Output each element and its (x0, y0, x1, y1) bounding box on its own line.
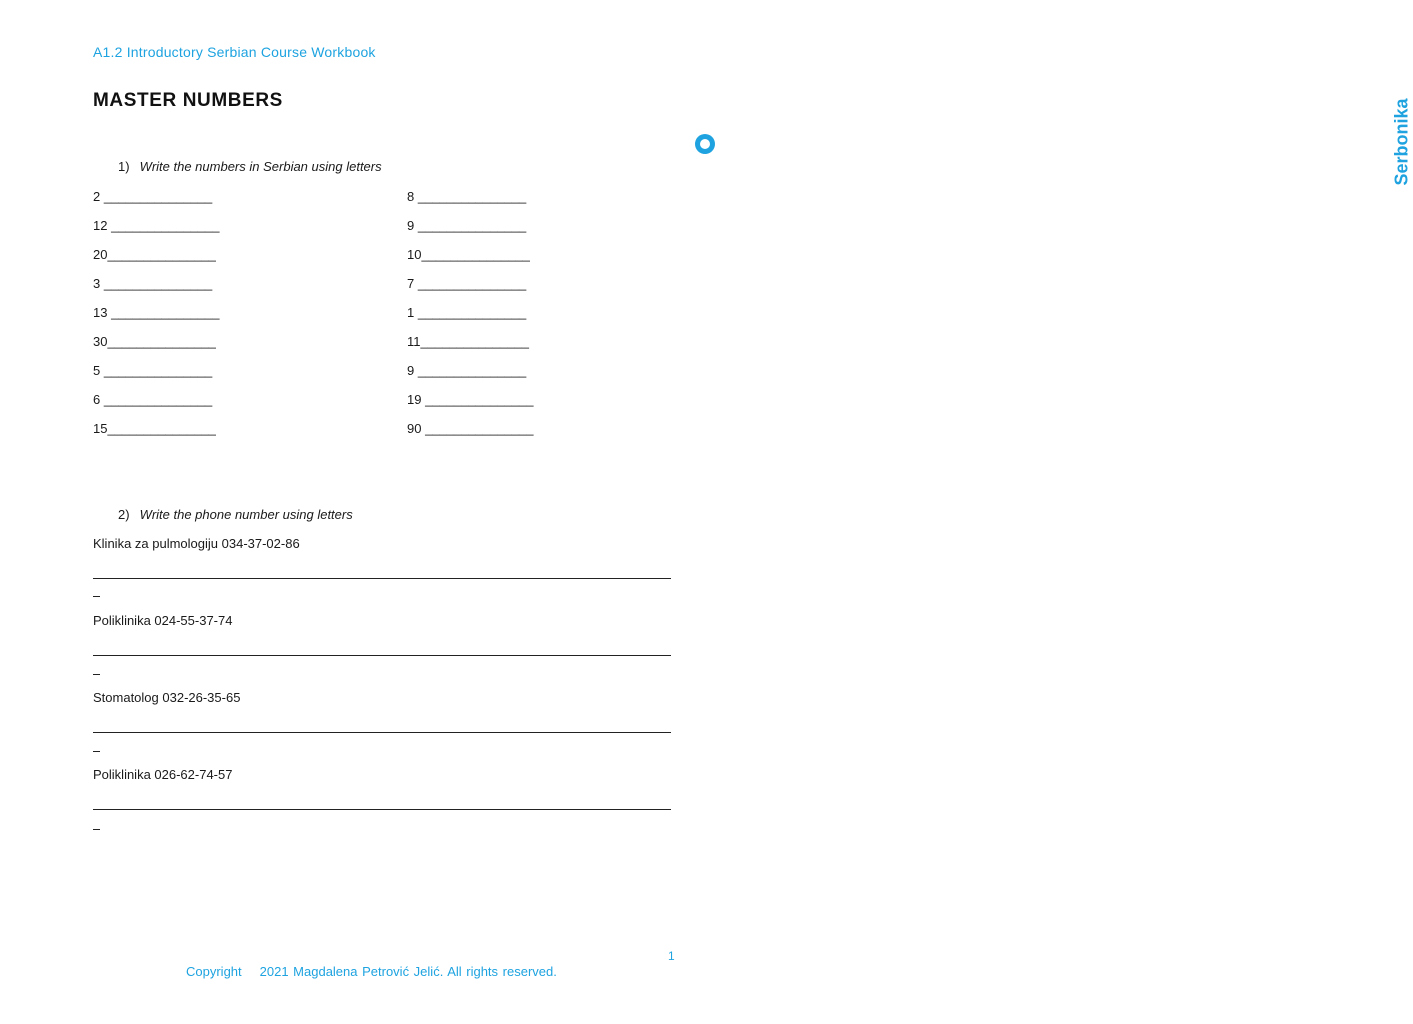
answer-line-4-continuation (93, 829, 100, 830)
exercise-1-text: Write the numbers in Serbian using letters (139, 159, 382, 174)
number-item-left-2: 12 _______________ (93, 218, 220, 233)
number-item-left-1: 2 _______________ (93, 189, 213, 204)
exercise-2-text: Write the phone number using letters (139, 507, 353, 522)
copyright-notice: 2021 Magdalena Petrović Jelić. All rights reserved. (259, 964, 557, 979)
answer-line-2-continuation (93, 674, 100, 675)
answer-line-3-continuation (93, 751, 100, 752)
answer-line-4 (93, 809, 671, 810)
number-item-left-5: 13 _______________ (93, 305, 220, 320)
answer-line-1 (93, 578, 671, 579)
course-header: A1.2 Introductory Serbian Course Workbook (93, 44, 376, 60)
number-item-right-9: 90 _______________ (407, 421, 534, 436)
phone-label-2: Poliklinika 024-55-37-74 (93, 613, 233, 628)
number-item-left-6: 30_______________ (93, 334, 216, 349)
number-item-left-3: 20_______________ (93, 247, 216, 262)
brand-mark-icon (695, 134, 715, 154)
phone-label-3: Stomatolog 032-26-35-65 (93, 690, 241, 705)
exercise-1-number: 1) (118, 159, 130, 174)
number-item-left-9: 15_______________ (93, 421, 216, 436)
number-item-right-1: 8 _______________ (407, 189, 527, 204)
exercise-1-instruction (118, 159, 382, 174)
copyright-footer (186, 964, 557, 979)
phone-label-1: Klinika za pulmologiju 034-37-02-86 (93, 536, 300, 551)
number-item-right-5: 1 _______________ (407, 305, 527, 320)
brand-name: Serbonika (1391, 98, 1412, 186)
number-item-left-4: 3 _______________ (93, 276, 213, 291)
number-item-left-8: 6 _______________ (93, 392, 213, 407)
page-title: MASTER NUMBERS (93, 90, 283, 111)
answer-line-3 (93, 732, 671, 733)
answer-line-2 (93, 655, 671, 656)
number-item-right-7: 9 _______________ (407, 363, 527, 378)
number-item-right-8: 19 _______________ (407, 392, 534, 407)
number-item-right-4: 7 _______________ (407, 276, 527, 291)
page-number: 1 (668, 949, 675, 963)
exercise-2-number: 2) (118, 507, 130, 522)
copyright-label: Copyright (186, 964, 242, 979)
answer-line-1-continuation (93, 596, 100, 597)
number-item-left-7: 5 _______________ (93, 363, 213, 378)
serbonika-logo (695, 44, 1412, 186)
exercise-2-instruction (118, 507, 353, 522)
phone-label-4: Poliklinika 026-62-74-57 (93, 767, 233, 782)
number-item-right-6: 11_______________ (407, 334, 529, 349)
number-item-right-3: 10_______________ (407, 247, 530, 262)
number-item-right-2: 9 _______________ (407, 218, 527, 233)
